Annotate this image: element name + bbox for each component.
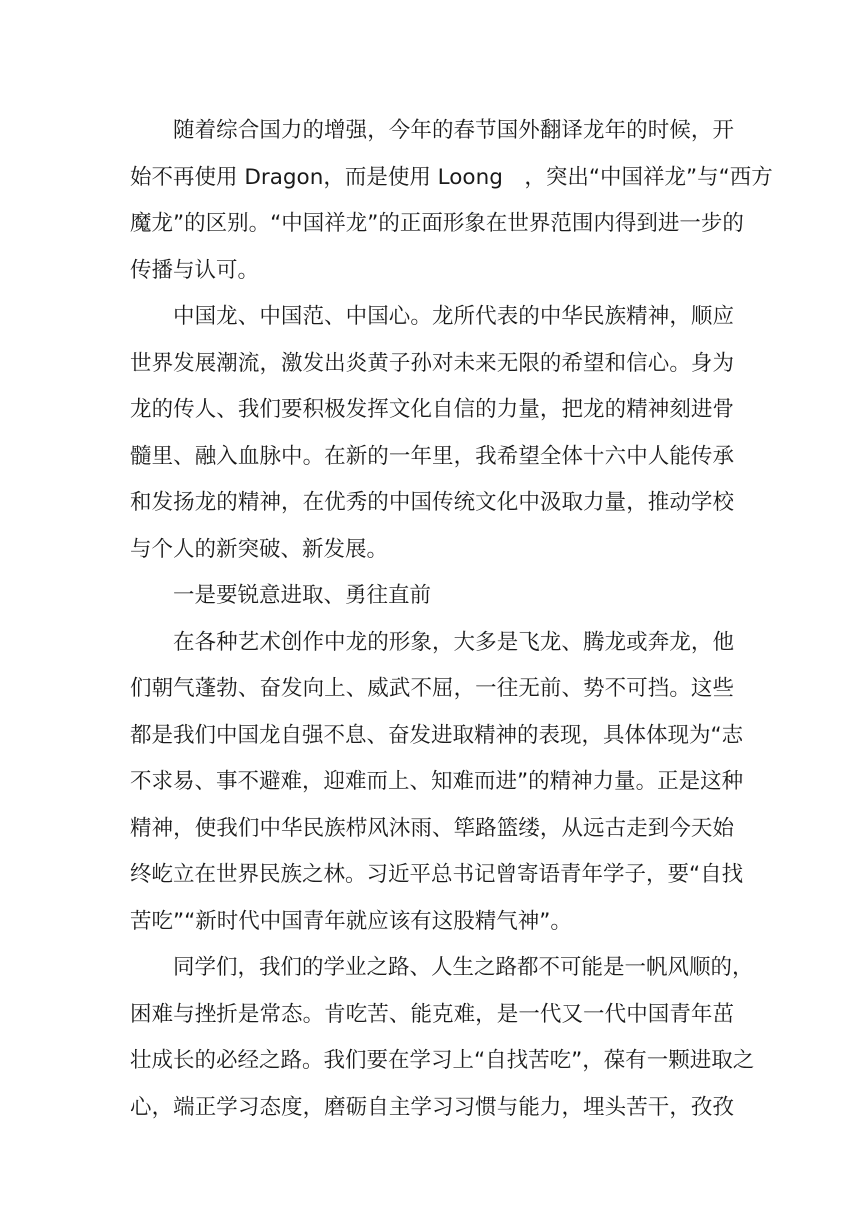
section-heading (130, 573, 734, 620)
text-line: 传播与认可。 (130, 257, 260, 283)
text-line: 髓里、融入血脉中。在新的一年里，我希望全体十六中人能传承 (130, 443, 734, 469)
text-line: 与个人的新突破、新发展。 (130, 536, 389, 562)
text-line: 心，端正学习态度，磨砺自主学习习惯与能力，埋头苦干，孜孜 (130, 1094, 734, 1120)
text-line: 终屹立在世界民族之林。习近平总书记曾寄语青年学子，要“自找 (130, 862, 744, 887)
text-line: 魔龙”的区别。“中国祥龙”的正面形象在世界范围内得到进一步的 (130, 211, 744, 236)
text-line: 始不再使用 Dragon，而是使用 Loong ，突出“中国祥龙”与“西方 (130, 164, 773, 190)
text-line: 精神，使我们中华民族栉风沐雨、筚路篮缕，从远古走到今天始 (130, 815, 734, 841)
paragraph-1 (130, 108, 773, 294)
text-line: 随着综合国力的增强，今年的春节国外翻译龙年的时候，开 (173, 118, 734, 143)
paragraph-4 (130, 945, 755, 1131)
text-line: 们朝气蓬勃、奋发向上、威武不屈，一往无前、势不可挡。这些 (130, 676, 734, 701)
text-line: 龙的传人、我们要积极发挥文化自信的力量，把龙的精神刻进骨 (130, 397, 734, 422)
text-line: 苦吃”“新时代中国青年就应该有这股精气神”。 (130, 908, 572, 934)
text-line: 壮成长的必经之路。我们要在学习上“自找苦吃”，葆有一颗进取之 (130, 1048, 755, 1073)
text-line: 世界发展潮流，激发出炎黄子孙对未来无限的希望和信心。身为 (130, 350, 734, 376)
text-line: 在各种艺术创作中龙的形象，大多是飞龙、腾龙或奔龙，他 (173, 629, 734, 655)
text-line: 中国龙、中国范、中国心。龙所代表的中华民族精神，顺应 (173, 304, 734, 329)
text-line: 都是我们中国龙自强不息、奋发进取精神的表现，具体体现为“志 (130, 722, 744, 748)
text-line: 不求易、事不避难，迎难而上、知难而进”的精神力量。正是这种 (130, 769, 744, 794)
text-line: 同学们，我们的学业之路、人生之路都不可能是一帆风顺的， (173, 955, 754, 980)
text-line: 一是要锐意进取、勇往直前 (173, 583, 432, 608)
text-line: 困难与挫折是常态。肯吃苦、能克难，是一代又一代中国青年茁 (130, 1001, 734, 1027)
paragraph-2 (130, 294, 734, 573)
text-line: 和发扬龙的精神，在优秀的中国传统文化中汲取力量，推动学校 (130, 490, 734, 515)
paragraph-3 (130, 620, 744, 946)
document-body (130, 108, 773, 1131)
